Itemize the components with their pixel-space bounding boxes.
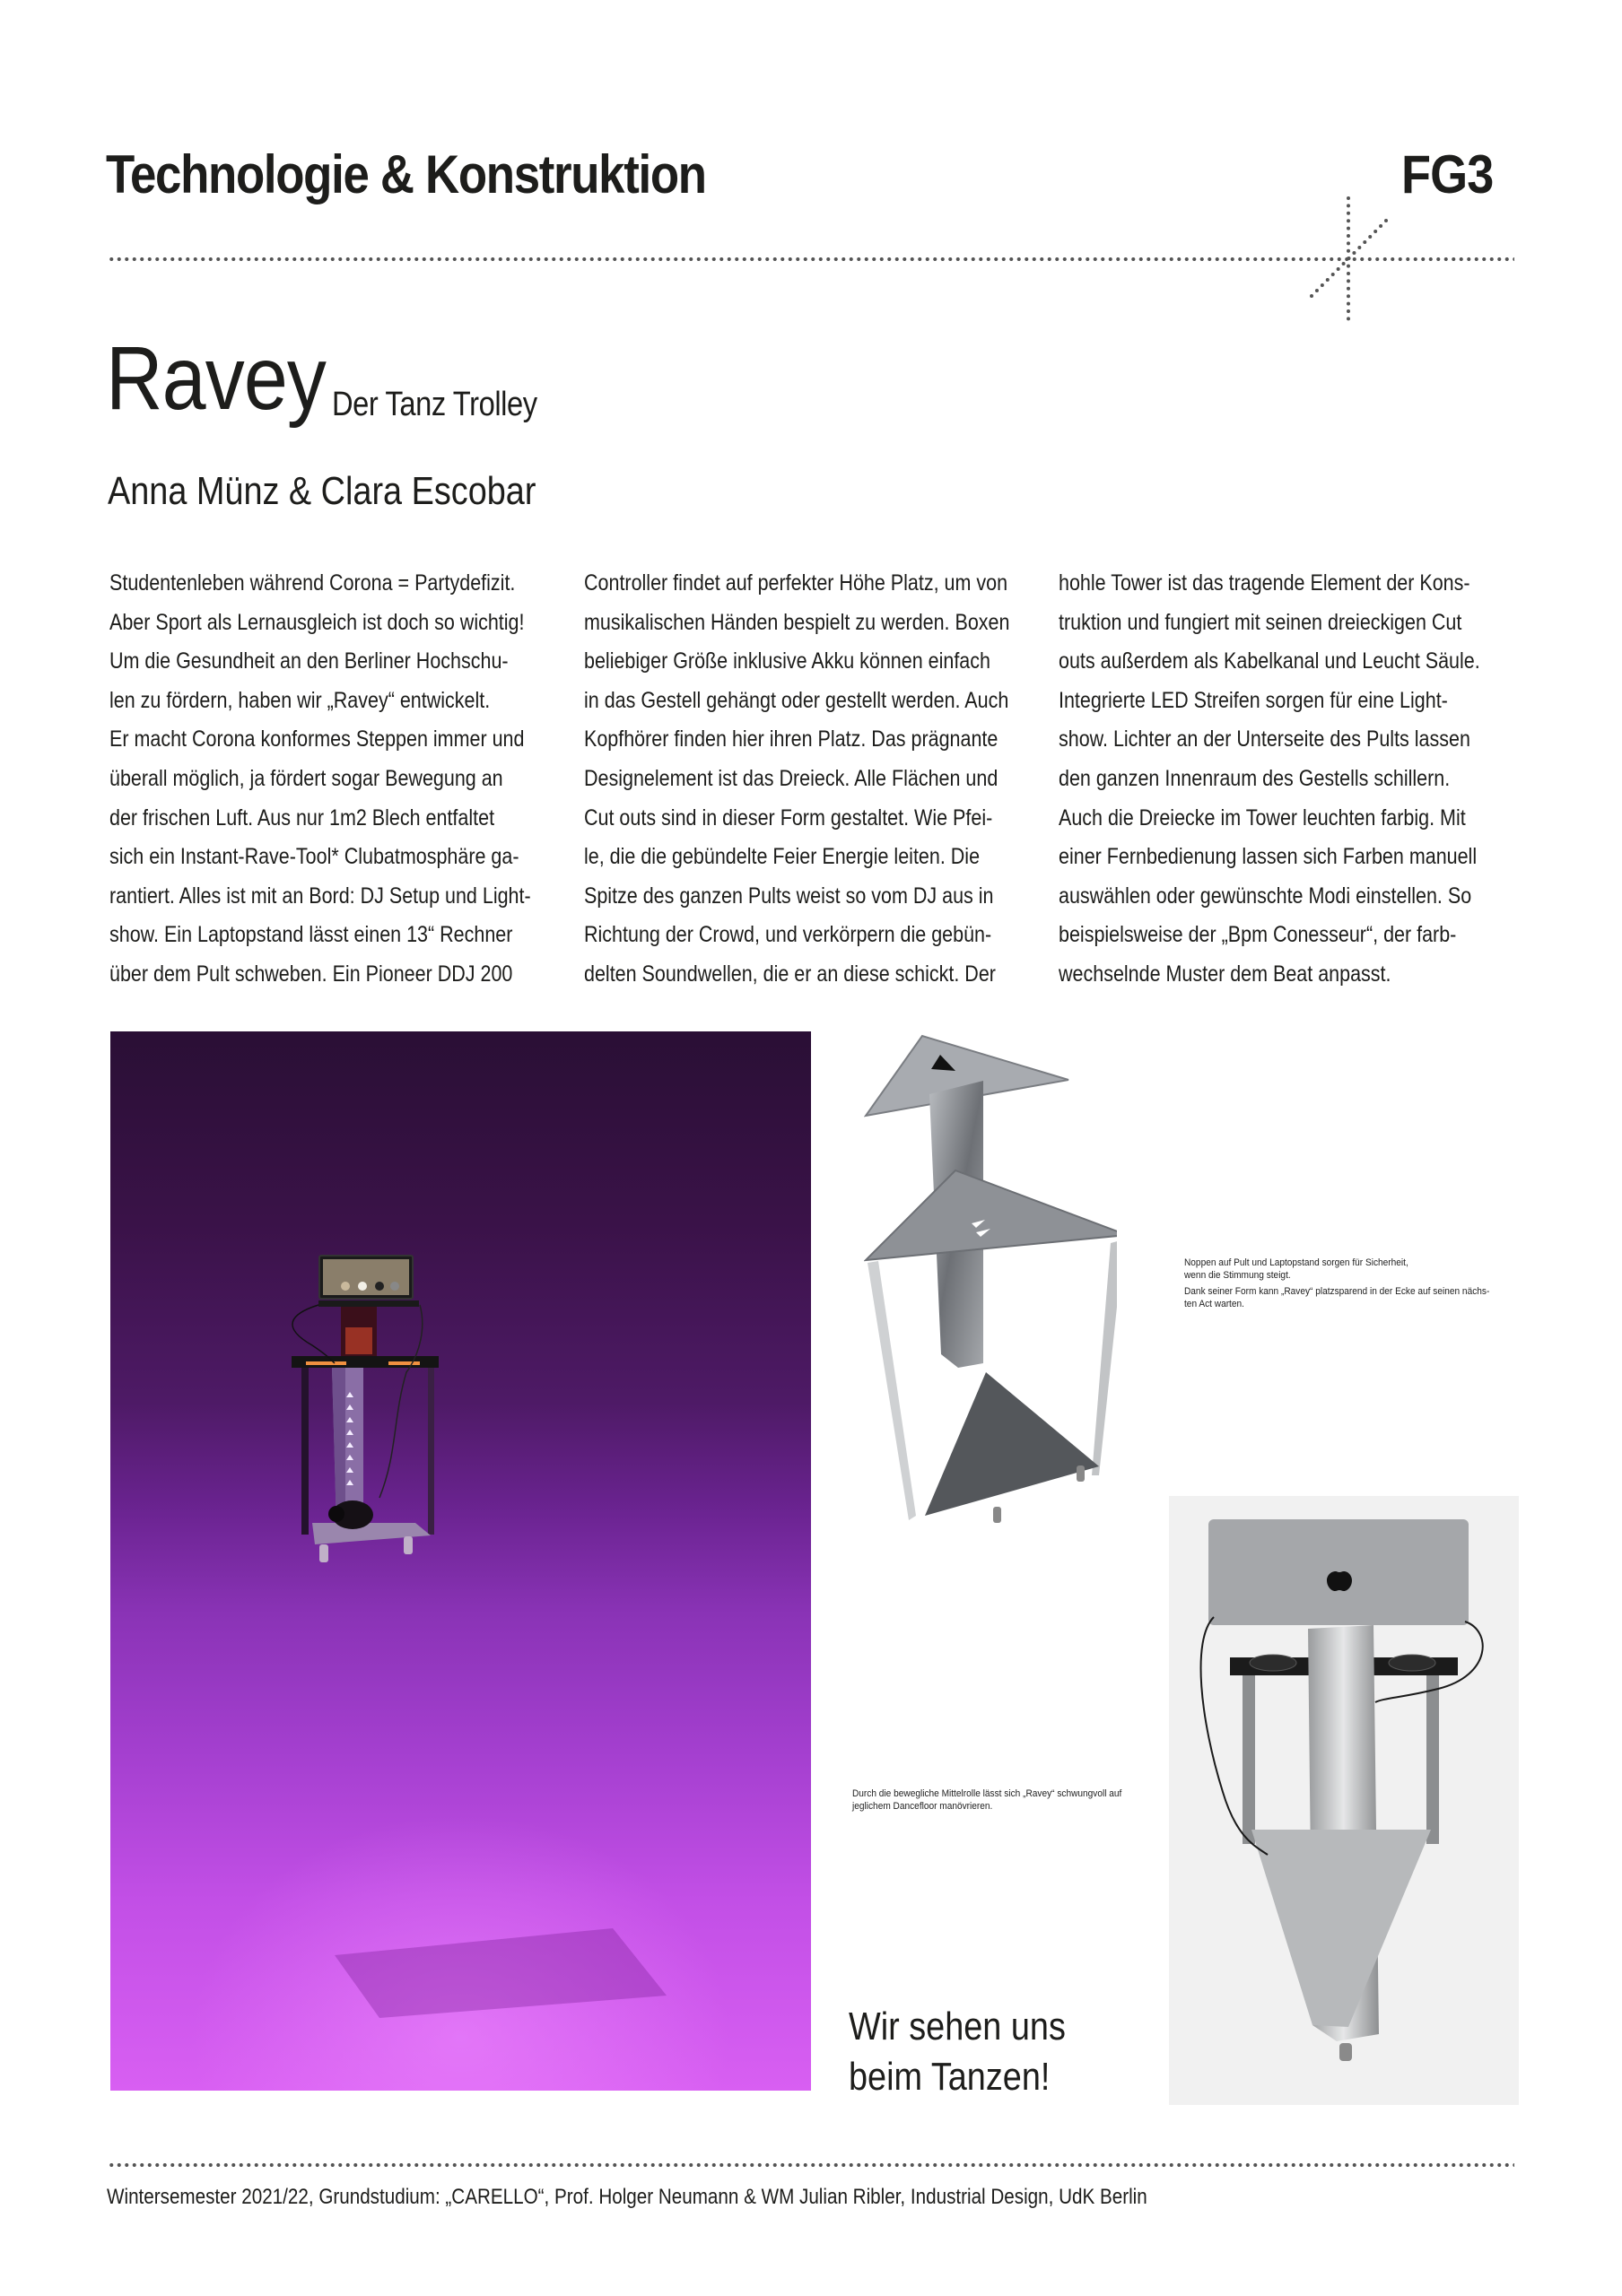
cross-dot — [1337, 267, 1340, 271]
photo-laptop-trolley — [1169, 1496, 1519, 2105]
body-line: rantiert. Alles ist mit an Bord: DJ Setup und Light- — [109, 883, 531, 909]
footer-credits: Wintersemester 2021/22, Grundstudium: „CARELLO“, Prof. Holger Neumann & WM Julian Ribler, Industrial Design, UdK Berlin — [107, 2185, 1147, 2209]
body-line: den ganzen Innenraum des Gestells schillern. — [1059, 765, 1451, 791]
cross-dot — [1347, 249, 1350, 253]
body-line: wechselnde Muster dem Beat anpasst. — [1059, 961, 1391, 987]
photo-metal-trolley — [864, 1031, 1117, 1565]
caption-line: Noppen auf Pult und Laptopstand sorgen für Sicherheit, — [1184, 1257, 1408, 1268]
cross-dot — [1347, 287, 1350, 291]
cross-dot — [1347, 204, 1350, 207]
body-line: Um die Gesundheit an den Berliner Hochschu- — [109, 648, 509, 674]
body-line: Auch die Dreiecke im Tower leuchten farbig. Mit — [1059, 804, 1466, 831]
cross-dot — [1347, 302, 1350, 306]
caption-wheel — [852, 1787, 1121, 1813]
body-line: len zu fördern, haben wir „Ravey“ entwickelt. — [109, 687, 491, 713]
authors: Anna Münz & Clara Escobar — [108, 469, 536, 513]
cross-dot — [1347, 257, 1351, 260]
body-line: show. Lichter an der Unterseite des Pults lassen — [1059, 726, 1470, 752]
caption-line: Durch die bewegliche Mittelrolle lässt sich „Ravey“ schwungvoll auf — [852, 1788, 1122, 1799]
body-line: über dem Pult schweben. Ein Pioneer DDJ 200 — [109, 961, 513, 987]
cross-dot — [1368, 235, 1372, 239]
body-line: beliebiger Größe inklusive Akku können einfach — [584, 648, 990, 674]
section-title: Technologie & Konstruktion — [106, 144, 706, 204]
cross-dot — [1310, 294, 1313, 298]
cross-dot — [1384, 219, 1388, 222]
cross-dot — [1347, 227, 1350, 230]
cross-dot — [1352, 251, 1356, 255]
photo-purple-trolley — [110, 1031, 811, 2091]
closing-line-2: beim Tanzen! — [849, 2055, 1051, 2099]
cross-dot — [1373, 230, 1377, 233]
cross-dot — [1347, 196, 1350, 200]
caption-line: jeglichem Dancefloor manövrieren. — [852, 1801, 993, 1812]
caption-metal-photo — [1184, 1257, 1489, 1310]
body-line: einer Fernbedienung lassen sich Farben manuell — [1059, 844, 1478, 870]
project-name: Ravey — [106, 328, 327, 429]
body-line: musikalischen Händen bespielt zu werden. Boxen — [584, 609, 1010, 635]
apple-logo-icon — [1327, 1571, 1352, 1591]
body-line: delten Soundwellen, die er an diese schickt. Der — [584, 961, 996, 987]
cross-dot — [1321, 283, 1324, 287]
body-line: in das Gestell gehängt oder gestellt werden. Auch — [584, 687, 1009, 713]
cross-dot — [1347, 272, 1350, 275]
cross-dot — [1331, 273, 1335, 276]
body-line: der frischen Luft. Aus nur 1m2 Blech entfaltet — [109, 804, 495, 831]
caption-line: wenn die Stimmung steigt. — [1184, 1270, 1291, 1281]
footer-divider — [108, 2162, 1514, 2168]
body-line: Kopfhörer finden hier ihren Platz. Das prägnante — [584, 726, 998, 752]
cross-dot — [1347, 279, 1350, 283]
body-line: Controller findet auf perfekter Höhe Platz, um von — [584, 570, 1008, 596]
project-subtitle: Der Tanz Trolley — [332, 386, 537, 423]
body-line: Designelement ist das Dreieck. Alle Flächen und — [584, 765, 998, 791]
cross-dot — [1363, 240, 1366, 244]
cross-dot — [1347, 241, 1350, 245]
body-line: Er macht Corona konformes Steppen immer und — [109, 726, 525, 752]
body-line: outs außerdem als Kabelkanal und Leucht Säule. — [1059, 648, 1480, 674]
dotted-cross-icon — [1292, 179, 1408, 323]
cross-dot — [1315, 289, 1319, 292]
body-line: Studentenleben während Corona = Partydefizit. — [109, 570, 516, 596]
closing-line-1: Wir sehen uns — [849, 2005, 1066, 2048]
caption-line: ten Act warten. — [1184, 1299, 1244, 1309]
cross-dot — [1347, 265, 1350, 268]
cross-dot — [1347, 219, 1350, 222]
group-label: FG3 — [1401, 144, 1494, 204]
body-line: überall möglich, ja fördert sogar Bewegung an — [109, 765, 503, 791]
body-line: truktion und fungiert mit seinen dreieckigen Cut — [1059, 609, 1462, 635]
body-line: Aber Sport als Lernausgleich ist doch so wichtig! — [109, 609, 525, 635]
cross-dot — [1347, 317, 1350, 320]
body-line: Integrierte LED Streifen sorgen für eine Light- — [1059, 687, 1448, 713]
body-line: Spitze des ganzen Pults weist so vom DJ aus in — [584, 883, 994, 909]
cross-dot — [1347, 212, 1350, 215]
body-line: beispielsweise der „Bpm Conesseur“, der farb- — [1059, 922, 1457, 948]
body-line: Richtung der Crowd, und verkörpern die gebün- — [584, 922, 992, 948]
cross-dot — [1342, 262, 1346, 265]
body-line: le, die die gebündelte Feier Energie leiten. Die — [584, 844, 981, 870]
caption-line: Dank seiner Form kann „Ravey“ platzsparend in der Ecke auf seinen nächs- — [1184, 1286, 1490, 1297]
body-column-2 — [584, 564, 1010, 995]
cross-dot — [1347, 309, 1350, 313]
body-line: hohle Tower ist das tragende Element der Kons- — [1059, 570, 1470, 596]
closing-statement — [849, 2002, 1066, 2102]
cross-dot — [1347, 294, 1350, 298]
body-line: Cut outs sind in dieser Form gestaltet. Wie Pfei- — [584, 804, 993, 831]
cross-dot — [1326, 278, 1330, 282]
cross-diagonal-dots — [1310, 219, 1388, 298]
cross-dot — [1379, 224, 1382, 228]
body-line: show. Ein Laptopstand lässt einen 13“ Rechner — [109, 922, 513, 948]
cross-dot — [1357, 246, 1361, 249]
body-column-3 — [1059, 564, 1480, 995]
body-line: sich ein Instant-Rave-Tool* Clubatmosphäre ga- — [109, 844, 519, 870]
body-line: auswählen oder gewünschte Modi einstellen. So — [1059, 883, 1472, 909]
body-column-1 — [109, 564, 531, 995]
cross-dot — [1347, 234, 1350, 238]
